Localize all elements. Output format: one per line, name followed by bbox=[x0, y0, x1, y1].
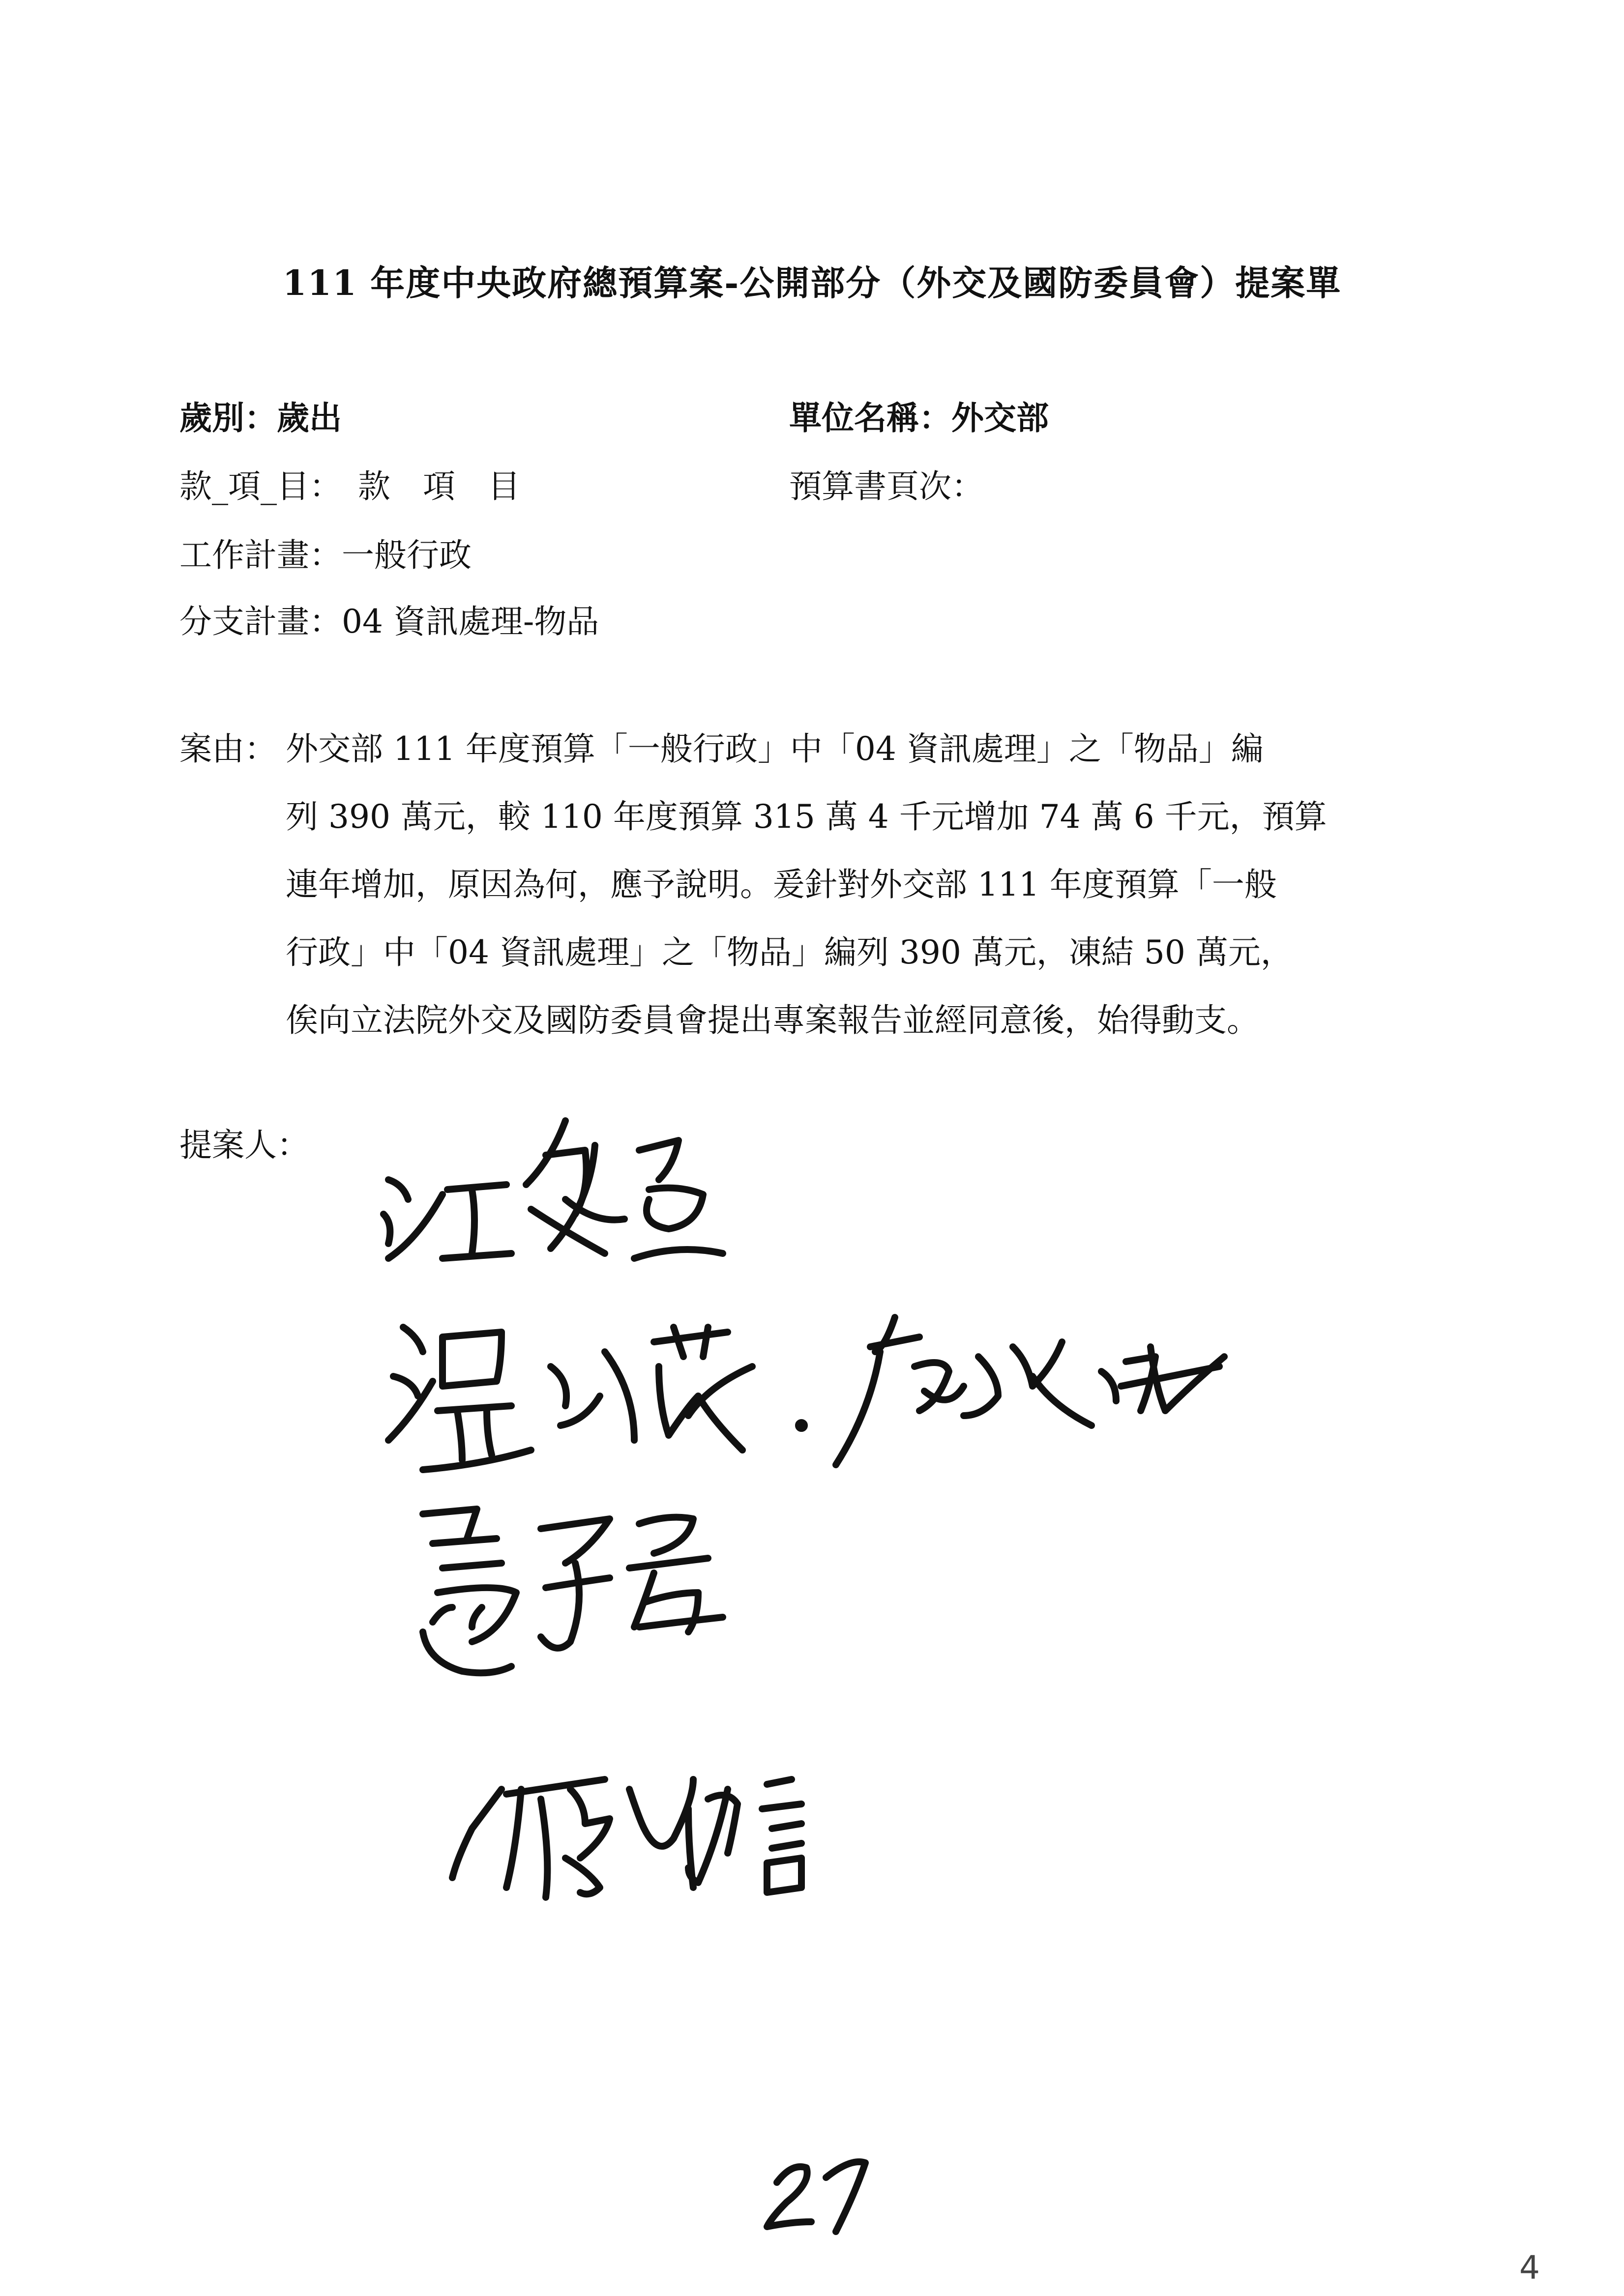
case-reason-line: 外交部 111 年度預算「一般行政」中「04 資訊處理」之「物品」編 bbox=[286, 730, 1264, 768]
signature-5 bbox=[452, 1779, 801, 1897]
unit-name-field: 單位名稱：外交部 bbox=[789, 399, 1049, 437]
signature-4 bbox=[423, 1509, 723, 1673]
signature-1 bbox=[384, 1121, 723, 1258]
case-reason-line: 行政」中「04 資訊處理」之「物品」編列 390 萬元，凍結 50 萬元， bbox=[286, 933, 1293, 971]
signature-3 bbox=[798, 1317, 1224, 1465]
case-reason-line: 連年增加，原因為何，應予說明。爰針對外交部 111 年度預算「一般 bbox=[286, 866, 1277, 903]
sub-plan-field: 分支計畫：04 資訊處理-物品 bbox=[179, 603, 599, 640]
budget-page-field: 預算書頁次： bbox=[789, 467, 984, 505]
signature-2 bbox=[388, 1327, 752, 1470]
item-field: 款_項_目： 款 項 目 bbox=[179, 467, 520, 505]
page-title: 111 年度中央政府總預算案-公開部分（外交及國防委員會）提案單 bbox=[282, 262, 1342, 303]
handwritten-number bbox=[767, 2162, 865, 2232]
category-field: 歲別：歲出 bbox=[179, 399, 342, 437]
case-reason-label: 案由： bbox=[179, 730, 277, 768]
case-reason-line: 俟向立法院外交及國防委員會提出專案報告並經同意後，始得動支。 bbox=[286, 1001, 1259, 1039]
work-plan-field: 工作計畫：一般行政 bbox=[179, 536, 472, 574]
page-number: 4 bbox=[1519, 2249, 1540, 2287]
case-reason-line: 列 390 萬元，較 110 年度預算 315 萬 4 千元增加 74 萬 6 千元，預算 bbox=[286, 798, 1327, 836]
proposer-label: 提案人： bbox=[179, 1126, 309, 1164]
